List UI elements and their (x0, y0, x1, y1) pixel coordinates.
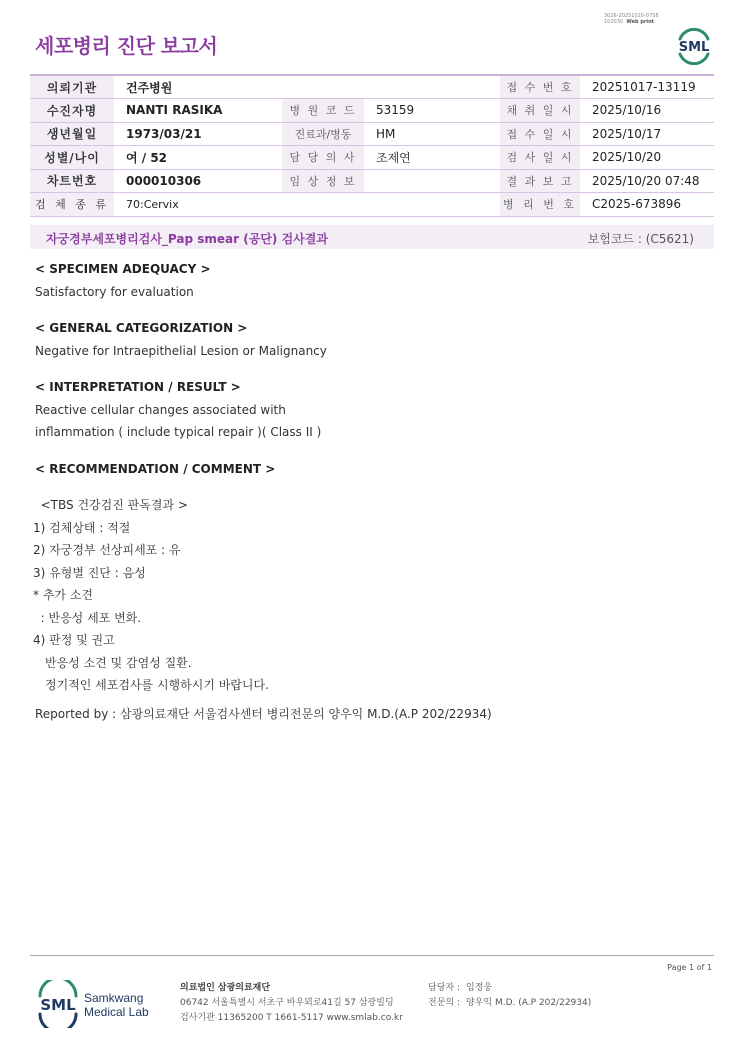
info-row-2 (30, 99, 714, 123)
web-print-label: Web print (626, 19, 655, 25)
section-interpretation: < INTERPRETATION / RESULT > (35, 380, 241, 394)
exam-name: 자궁경부세포병리검사_Pap smear (공단) 검사결과 (46, 232, 328, 246)
info-row-4 (30, 146, 714, 170)
footer-address: 06742 서울특별시 서초구 바우뫼로41길 57 삼광빌딩 (180, 998, 394, 1008)
comment-line-1: 1) 검체상태 : 적절 (33, 520, 131, 535)
print-code (604, 13, 659, 25)
footer-org-name: 의료법인 삼광의료재단 (180, 983, 271, 993)
collection-date: 2025/10/16 (580, 99, 714, 123)
report-content (35, 262, 705, 729)
label-requesting-institution: 의뢰기관 (30, 75, 114, 99)
birth-date: 1973/03/21 (114, 122, 282, 146)
label-pathology-number: 병 리 번 호 (500, 193, 580, 217)
comment-line-6: 4) 판정 및 권고 (33, 633, 115, 647)
tbs-heading: <TBS 건강검진 판독결과 > (33, 498, 188, 512)
footer-contact: 검사기관 11365200 T 1661-5117 www.smlab.co.kr (180, 1013, 403, 1023)
footer-manager: 임정웅 (466, 983, 493, 993)
department: HM (364, 122, 500, 146)
reported-by: Reported by : 삼광의료재단 서울검사센터 병리전문의 양우익 M.D.(A.P 202/22934) (35, 706, 492, 721)
label-receipt-number: 접 수 번 호 (500, 75, 580, 99)
footer-logo-sub1: Samkwang (84, 991, 144, 1005)
exam-date: 2025/10/20 (580, 146, 714, 170)
label-sex-age: 성별/나이 (30, 146, 114, 170)
exam-header-bar (30, 225, 714, 249)
interpretation-text-2: inflammation ( include typical repair )( Class II ) (35, 425, 322, 439)
clinical-info (364, 169, 500, 193)
info-row-1 (30, 75, 714, 99)
comment-line-7: 반응성 소견 및 감염성 질환. (45, 655, 192, 670)
footer-specialist: 양우익 M.D. (A.P 202/22934) (466, 998, 592, 1008)
label-chart-number: 차트번호 (30, 169, 114, 193)
label-result-report: 결 과 보 고 (500, 169, 580, 193)
footer-logo-text: SML (40, 996, 76, 1014)
label-clinical-info: 임 상 정 보 (282, 169, 364, 193)
comment-line-2: 2) 자궁경부 선상피세포 : 유 (33, 543, 181, 557)
info-row-5 (30, 169, 714, 193)
footer-staff (428, 981, 591, 1011)
label-collection-date: 채 취 일 시 (500, 99, 580, 123)
chart-number: 000010306 (114, 169, 282, 193)
result-report-date: 2025/10/20 07:48 (580, 169, 714, 193)
section-specimen-adequacy: < SPECIMEN ADEQUACY > (35, 262, 211, 276)
footer-specialist-label: 전문의 : (428, 998, 460, 1008)
pathology-number: C2025-673896 (580, 193, 714, 217)
page-number: Page 1 of 1 (667, 963, 712, 972)
patient-name: NANTI RASIKA (114, 99, 282, 123)
doctor: 조제연 (364, 146, 500, 170)
patient-info-table (30, 74, 714, 217)
label-specimen-type: 검 체 종 류 (30, 193, 114, 217)
hospital-code: 53159 (364, 99, 500, 123)
info-row-3 (30, 122, 714, 146)
footer-logo-sub2: Medical Lab (84, 1005, 149, 1019)
label-receipt-date: 접 수 일 시 (500, 122, 580, 146)
label-department: 진료과/병동 (282, 122, 364, 146)
page-title: 세포병리 진단 보고서 (35, 34, 218, 58)
footer-divider (30, 955, 714, 956)
sml-logo-icon (674, 25, 714, 65)
section-general-categorization: < GENERAL CATEGORIZATION > (35, 321, 248, 335)
specimen-type: 70:Cervix (114, 193, 500, 217)
label-birth-date: 생년월일 (30, 122, 114, 146)
label-exam-date: 검 사 일 시 (500, 146, 580, 170)
general-categorization-text: Negative for Intraepithelial Lesion or Malignancy (35, 343, 327, 358)
comment-line-5: : 반응성 세포 변화. (33, 610, 142, 625)
comment-line-4: * 추가 소견 (33, 588, 93, 602)
insurance-code: 보험코드 : (C5621) (587, 232, 694, 246)
comment-line-8: 정기적인 세포검사를 시행하시기 바랍니다. (45, 678, 269, 692)
interpretation-text-1: Reactive cellular changes associated with (35, 402, 286, 417)
receipt-number: 20251017-13119 (580, 75, 714, 99)
specimen-adequacy-text: Satisfactory for evaluation (35, 284, 194, 299)
footer-organization (180, 981, 403, 1026)
sex-age: 여 / 52 (114, 146, 282, 170)
label-patient-name: 수진자명 (30, 99, 114, 123)
print-code-line1: 3026-20251020-0758 (604, 13, 659, 19)
label-hospital-code: 병 원 코 드 (282, 99, 364, 123)
receipt-date: 2025/10/17 (580, 122, 714, 146)
label-doctor: 담 당 의 사 (282, 146, 364, 170)
info-row-6 (30, 193, 714, 217)
section-recommendation: < RECOMMENDATION / COMMENT > (35, 461, 276, 476)
footer-manager-label: 담당자 : (428, 983, 460, 993)
samkwang-logo-icon (36, 980, 156, 1028)
comment-line-3: 3) 유형별 진단 : 음성 (33, 565, 146, 580)
requesting-institution: 건주병원 (114, 75, 500, 99)
logo-text: SML (678, 40, 710, 55)
print-code-line2: 102030 (604, 19, 624, 25)
